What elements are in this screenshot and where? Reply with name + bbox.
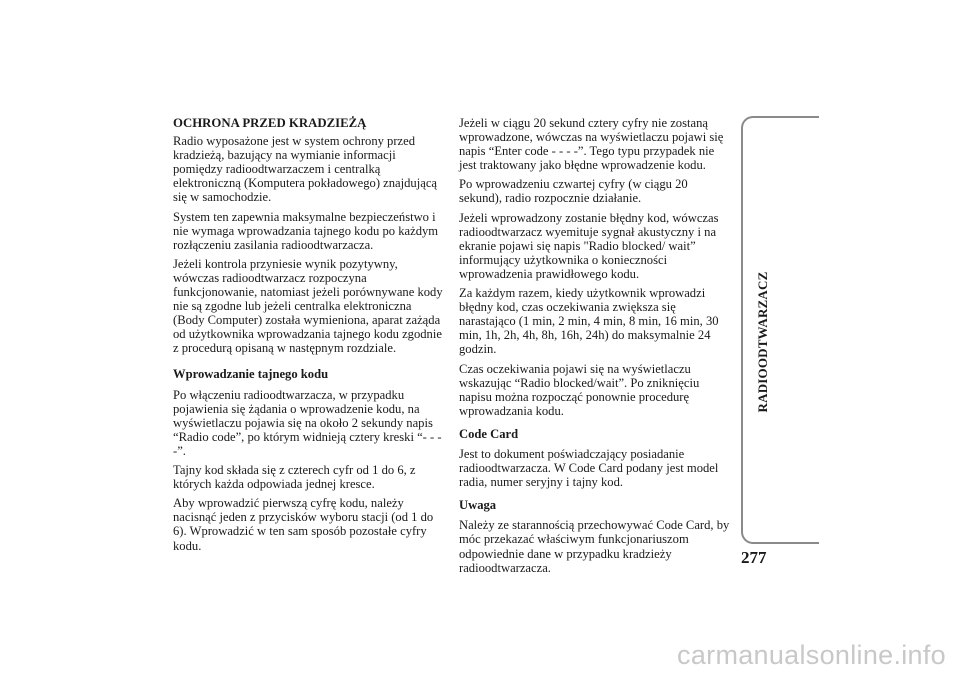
paragraph: Jest to dokument poświadczający posiadanie radioodtwarzacza. W Code Card podany jest model radia, numer seryjny i tajny kod.	[459, 446, 719, 490]
paragraph: Radio wyposażone jest w system ochrony przed kradzieżą, bazujący na wymianie informacji pomiędzy radioodtwarzaczem i centralką elektroniczną (Komputera pokładowego) znajdującą się w samochodzie.	[173, 134, 438, 205]
paragraph: Za każdym razem, kiedy użytkownik wprowadzi błędny kod, czas oczekiwania zwiększa się narastająco (1 min, 2 min, 4 min, 8 min, 16 min, 30 min, 1h, 2h, 4h, 8h, 16h, 24h) do maksymalnie 24 godzin.	[459, 286, 719, 357]
paragraph: Czas oczekiwania pojawi się na wyświetlaczu wskazując “Radio blocked/wait”. Po zniknięciu napisu można rozpocząć ponownie procedurę wprowadzania kodu.	[459, 361, 700, 418]
page-number: 277	[741, 548, 767, 567]
note-heading: Uwaga	[459, 498, 497, 513]
paragraph: Tajny kod składa się z czterech cyfr od 1 do 6, z których każda odpowiada jednej kresce.	[173, 463, 416, 492]
paragraph: Jeżeli w ciągu 20 sekund cztery cyfry nie zostaną wprowadzone, wówczas na wyświetlaczu pojawi się napis “Enter code - - - -”. Tego typu przypadek nie jest traktowany jako błędne wprowadzenie kodu.	[459, 116, 724, 173]
paragraph: Aby wprowadzić pierwszą cyfrę kodu, należy nacisnąć jeden z przycisków wyboru stacji (od 1 do 6). Wprowadzić w ten sam sposób pozostałe cyfry kodu.	[173, 496, 434, 553]
paragraph: Należy ze starannością przechowywać Code Card, by móc przekazać właściwym funkcjonariuszom odpowiednie dane w przypadku kradzieży radioodtwarzacza.	[459, 518, 730, 575]
paragraph: System ten zapewnia maksymalne bezpieczeństwo i nie wymaga wprowadzania tajnego kodu po każdym rozłączeniu zasilania radioodtwarzacza.	[173, 209, 439, 252]
watermark: carmanualsonline.info	[677, 640, 946, 670]
paragraph: Po włączeniu radioodtwarzacza, w przypadku pojawienia się żądania o wprowadzenie kodu, na wyświetlaczu pojawia się na około 2 sekundy napis “Radio code”, po którym widnieją cztery kreski “- - - -”.	[173, 387, 442, 458]
subsection-heading: Wprowadzanie tajnego kodu	[173, 366, 329, 381]
chapter-tab	[741, 116, 819, 544]
code-card-heading: Code Card	[459, 426, 519, 441]
left-column	[173, 116, 445, 558]
paragraph: Po wprowadzeniu czwartej cyfry (w ciągu 20 sekund), radio rozpocznie działanie.	[459, 177, 688, 206]
paragraph: Jeżeli kontrola przyniesie wynik pozytywny, wówczas radioodtwarzacz rozpoczyna funkcjonowanie, natomiast jeżeli porównywane kody nie są zgodne lub jeżeli centralka elektroniczna (Body Computer) została wymieniona, aparat zażąda od użytkownika wprowadzania tajnego kodu zgodnie z procedurą opisaną w następnym rozdziale.	[173, 256, 443, 356]
right-column	[459, 116, 731, 580]
paragraph: Jeżeli wprowadzony zostanie błędny kod, wówczas radioodtwarzacz wyemituje sygnał akustyczny i na ekranie pojawi się napis "Radio blocked/ wait” informujący użytkownika o konieczności wprowadzenia prawidłowego kodu.	[459, 210, 719, 281]
chapter-tab-label: RADIOODTWARZACZ	[755, 271, 770, 413]
section-heading: OCHRONA PRZED KRADZIEŻĄ	[173, 116, 367, 130]
